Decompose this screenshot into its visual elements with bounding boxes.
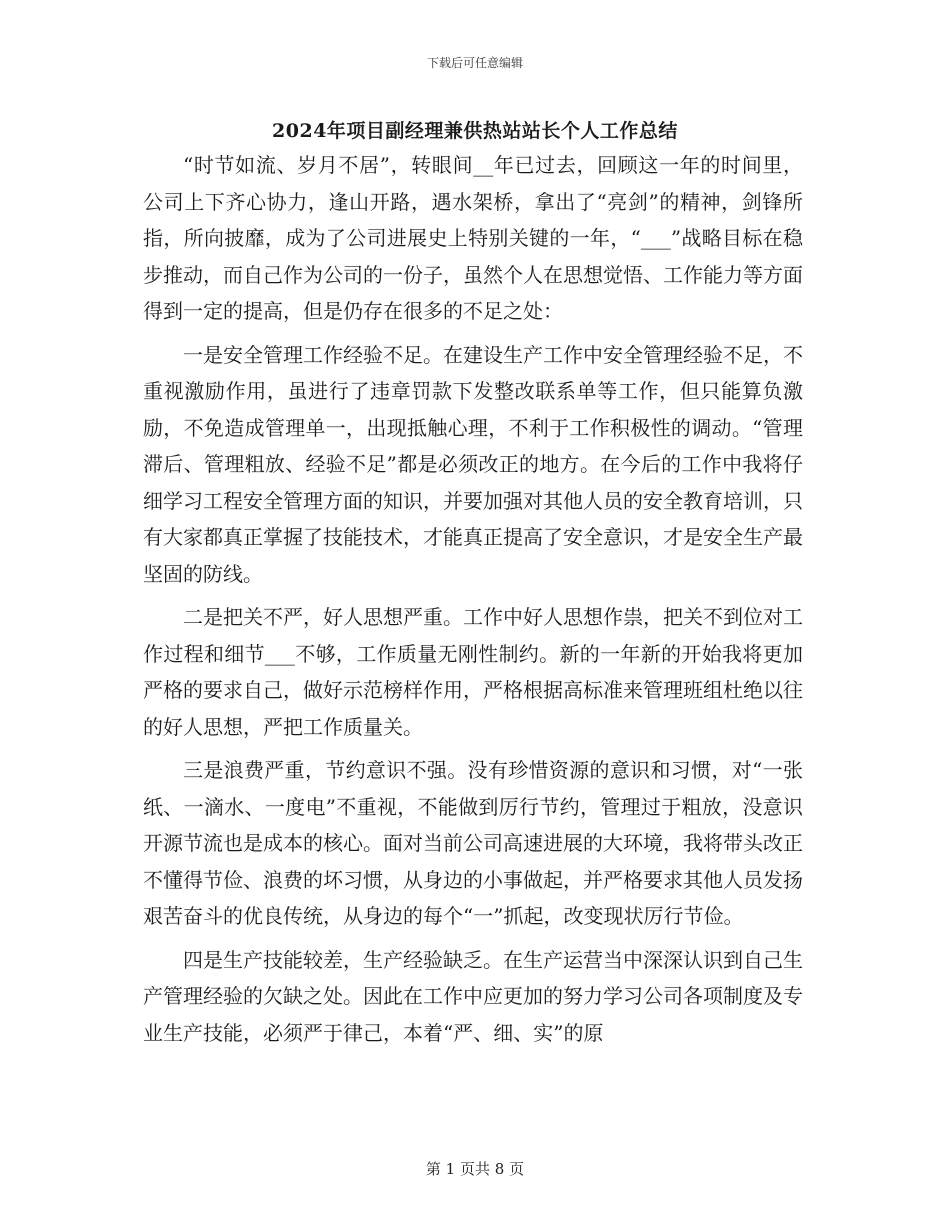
paragraph-point-4: 四是生产技能较差，生产经验缺乏。在生产运营当中深深认识到自己生产管理经验的欠缺之处。因此在工作中应更加的努力学习公司各项制度及专业生产技能，必须严于律己，本着“严、细、实”的原 (143, 947, 803, 1045)
page-number: 第 1 页共 8 页 (425, 1160, 525, 1178)
document-title: 2024年项目副经理兼供热站站长个人工作总结 (272, 120, 678, 142)
page-header: 下载后可任意编辑 (426, 56, 523, 70)
document-body (143, 147, 803, 1058)
paragraph-point-3: 三是浪费严重，节约意识不强。没有珍惜资源的意识和习惯，对“一张纸、一滴水、一度电”不重视，不能做到厉行节约，管理过于粗放，没意识开源节流也是成本的核心。面对当前公司高速进展的大环境，我将带头改正不懂得节俭、浪费的坏习惯，从身边的小事做起，并严格要求其他人员发扬艰苦奋斗的优良传统，从身边的每个“一”抓起，改变现状厉行节俭。 (143, 758, 803, 928)
paragraph-intro: “时节如流、岁月不居”，转眼间__年已过去，回顾这一年的时间里，公司上下齐心协力，逢山开路，遇水架桥，拿出了“亮剑”的精神，剑锋所指，所向披靡，成为了公司进展史上特别关键的一年，“___”战略目标在稳步推动，而自己作为公司的一份子，虽然个人在思想觉悟、工作能力等方面得到一定的提高，但是仍存在很多的不足之处： (143, 153, 803, 323)
paragraph-point-1: 一是安全管理工作经验不足。在建设生产工作中安全管理经验不足，不重视激励作用，虽进行了违章罚款下发整改联系单等工作，但只能算负激励，不免造成管理单一，出现抵触心理，不利于工作积极性的调动。“管理滞后、管理粗放、经验不足”都是必须改正的地方。在今后的工作中我将仔细学习工程安全管理方面的知识，并要加强对其他人员的安全教育培训，只有大家都真正掌握了技能技术，才能真正提高了安全意识，才是安全生产最坚固的防线。 (143, 342, 803, 586)
paragraph-point-2: 二是把关不严，好人思想严重。工作中好人思想作祟，把关不到位对工作过程和细节___不够，工作质量无刚性制约。新的一年新的开始我将更加严格的要求自己，做好示范榜样作用，严格根据高标准来管理班组杜绝以往的好人思想，严把工作质量关。 (143, 605, 803, 739)
